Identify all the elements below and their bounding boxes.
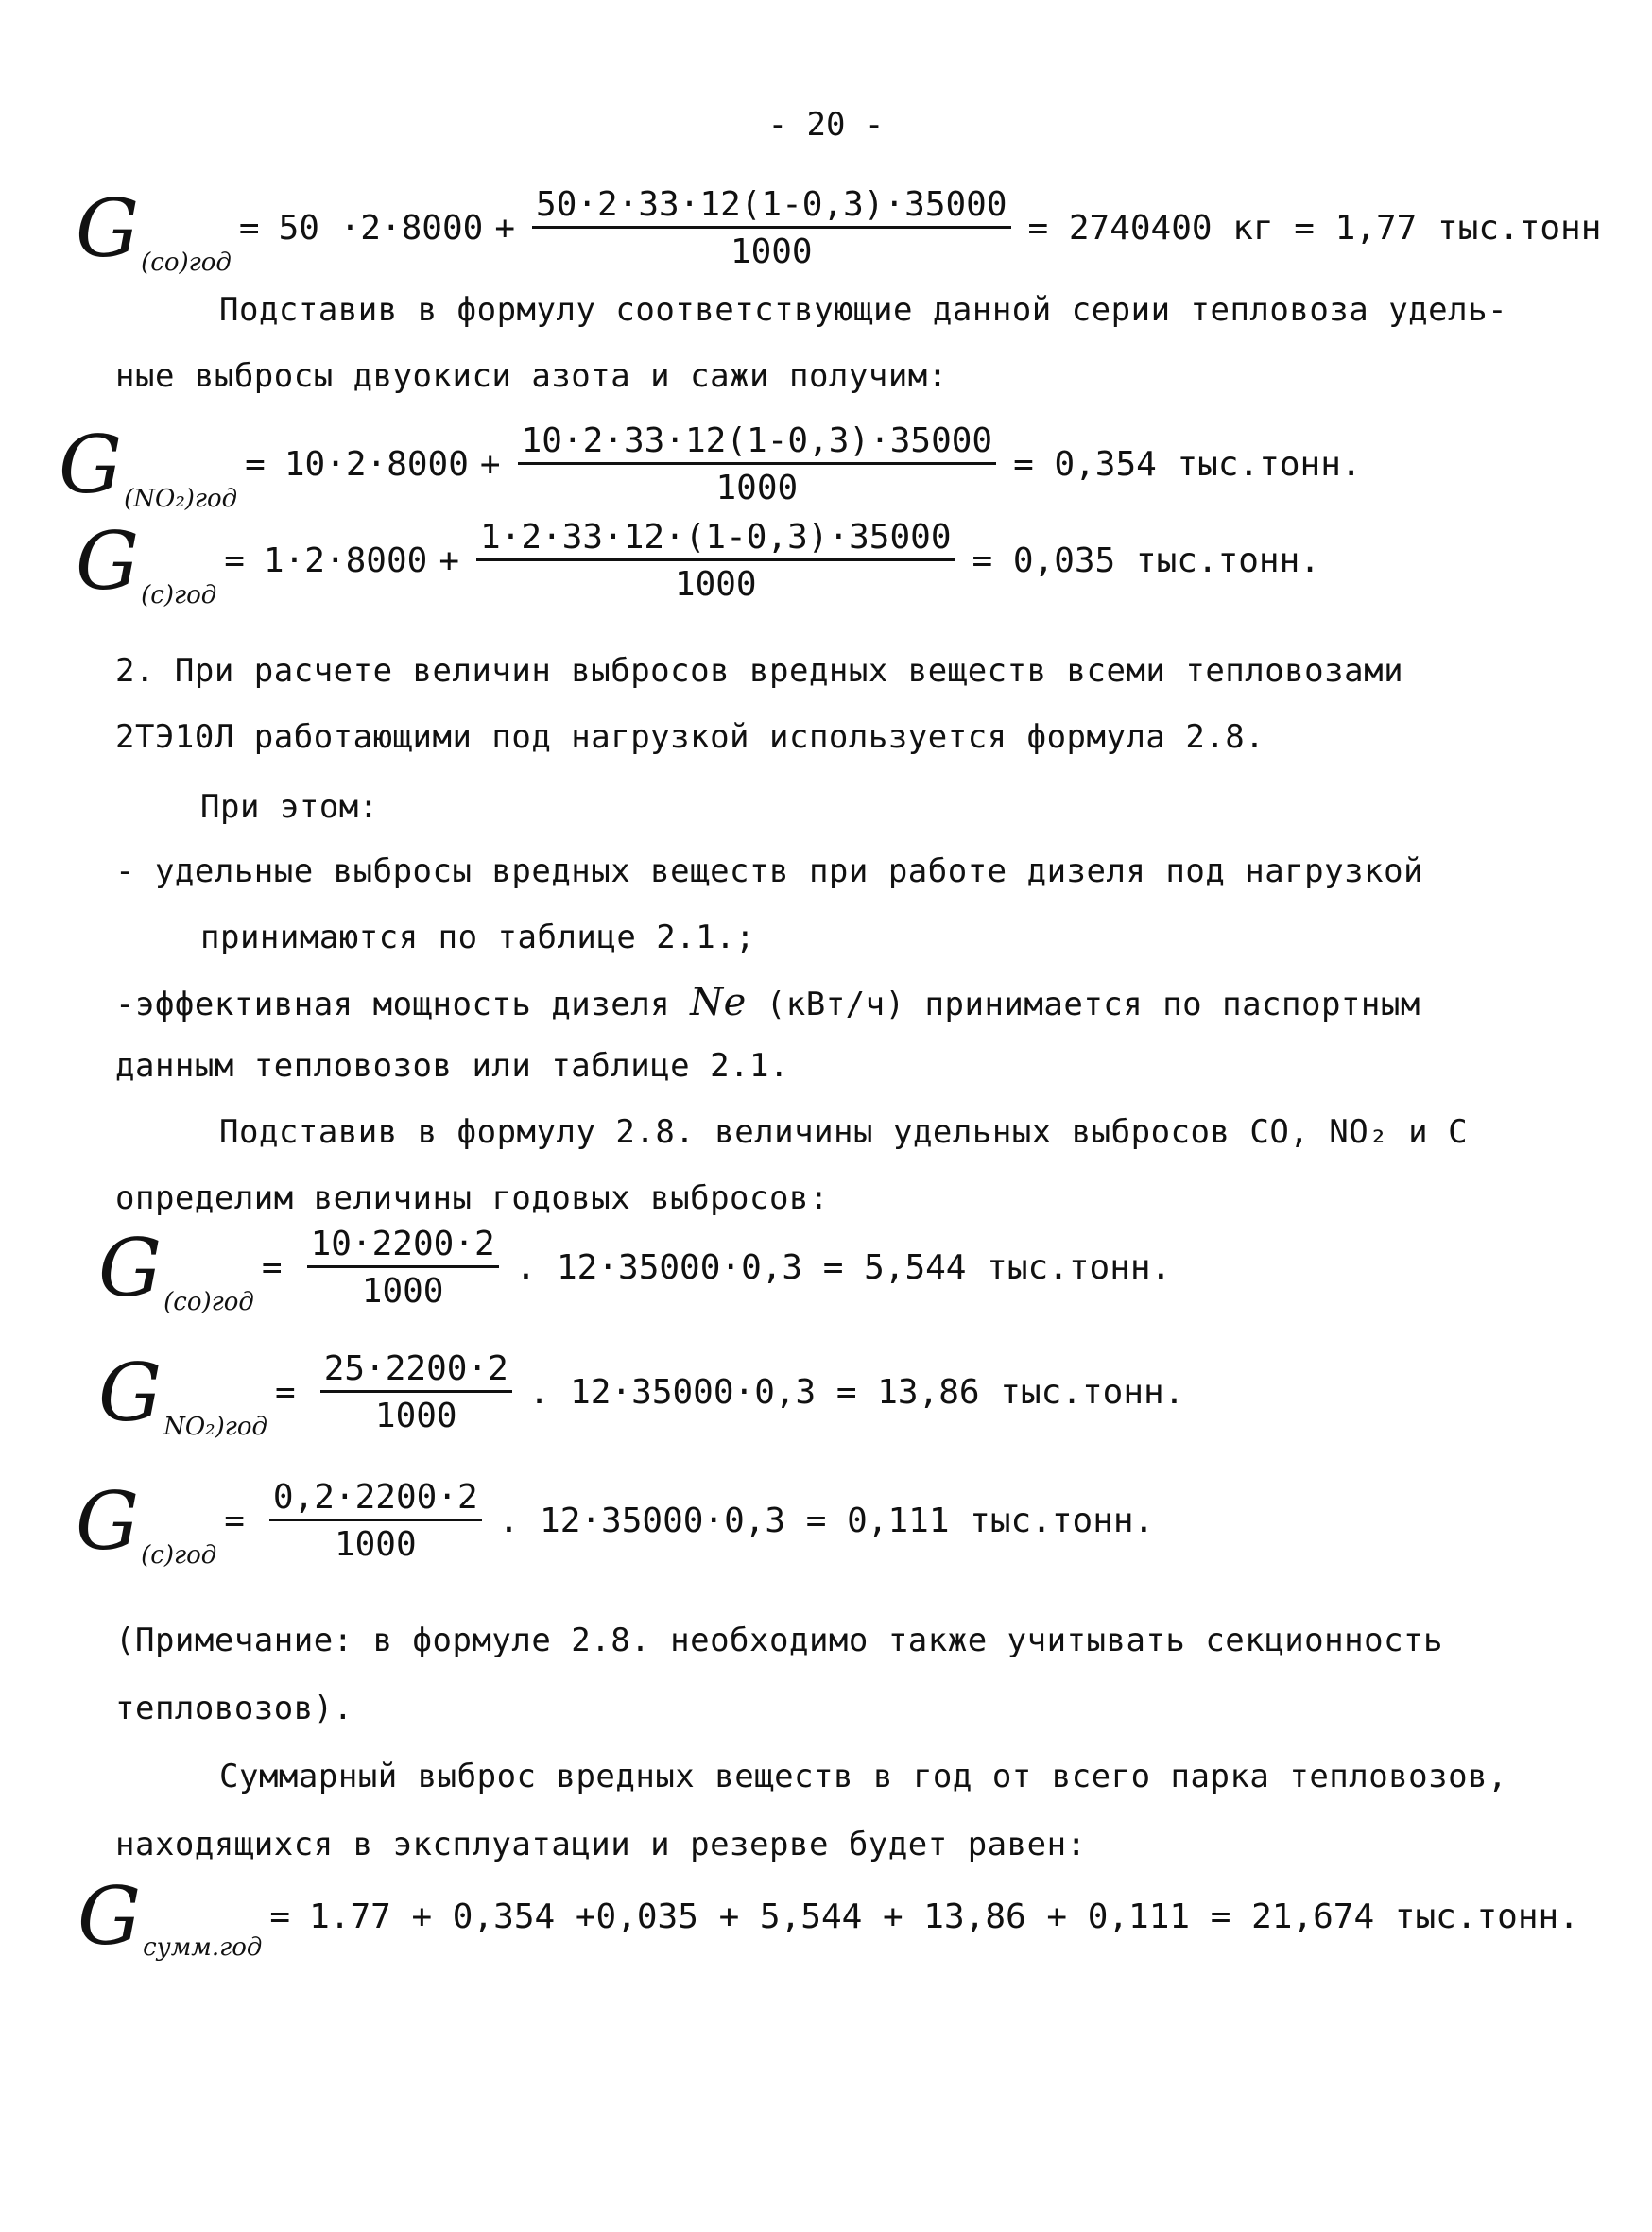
- item-2-line-2: 2ТЭ10Л работающими под нагрузкой используется формула 2.8.: [115, 718, 1265, 756]
- bullet-2-line-2: данным тепловозов или таблице 2.1.: [115, 1047, 789, 1085]
- equation-co-2: [98, 1221, 1177, 1316]
- fraction-numerator: 10·2200·2: [307, 1225, 499, 1268]
- equation-no2-1: [59, 418, 1368, 513]
- equals-sign: =: [275, 1373, 296, 1412]
- fraction-numerator: 10·2·33·12(1-0,3)·35000: [518, 421, 997, 465]
- equals-sign: =: [245, 445, 266, 484]
- fraction-numerator: 1·2·33·12·(1-0,3)·35000: [476, 518, 955, 561]
- paragraph-2-line-1: Подставив в формулу 2.8. величины удельных выбросов CO, NO₂ и C: [219, 1113, 1469, 1151]
- bullet-1-line-1: - удельные выбросы вредных веществ при работе дизеля под нагрузкой: [115, 852, 1424, 890]
- fraction: [518, 421, 997, 507]
- paragraph-1-line-2: ные выбросы двуокиси азота и сажи получим:: [115, 357, 948, 395]
- fraction-numerator: 25·2200·2: [320, 1349, 512, 1393]
- formula-subscript: сумм.год: [143, 1933, 263, 1962]
- bullet-2-text-start: -эффективная мощность дизеля: [115, 986, 671, 1023]
- equals-sign: =: [261, 1248, 283, 1287]
- formula-term: 1·2·8000: [263, 541, 428, 580]
- formula-symbol: G: [76, 1474, 140, 1568]
- equals-sign: =: [224, 541, 245, 580]
- formula-result: = 0,354 тыс.тонн.: [1013, 445, 1362, 484]
- equation-co-1: [76, 181, 1607, 277]
- equation-c-1: [76, 514, 1326, 610]
- ne-symbol: Nе: [690, 981, 747, 1024]
- equation-no2-2: [98, 1346, 1190, 1441]
- fraction-denominator: 1000: [334, 1525, 417, 1564]
- fraction: [320, 1349, 512, 1435]
- fraction: [532, 185, 1011, 271]
- formula-subscript: (co)год: [163, 1288, 254, 1316]
- equation-c-2: [76, 1474, 1160, 1570]
- formula-tail: . 12·35000·0,3 = 13,86 тыс.тонн.: [528, 1373, 1185, 1412]
- formula-symbol: G: [59, 418, 123, 511]
- fraction: [269, 1478, 482, 1564]
- item-2-line-1: 2. При расчете величин выбросов вредных веществ всеми тепловозами: [115, 652, 1404, 690]
- equals-sign: =: [269, 1897, 291, 1936]
- note-line-1: (Примечание: в формуле 2.8. необходимо также учитывать секционность: [115, 1622, 1443, 1659]
- paragraph-3-line-2: находящихся в эксплуатации и резерве будет равен:: [115, 1826, 1087, 1863]
- formula-symbol: G: [98, 1346, 163, 1439]
- note-line-2: тепловозов).: [115, 1690, 353, 1727]
- formula-term: 50 ·2·8000: [278, 209, 484, 248]
- formula-tail: . 12·35000·0,3 = 0,111 тыс.тонн.: [498, 1502, 1155, 1540]
- paragraph-2-line-2: определим величины годовых выбросов:: [115, 1179, 829, 1217]
- formula-subscript: (co)год: [141, 249, 232, 277]
- formula-result: = 2740400 кг = 1,77 тыс.тонн: [1027, 209, 1602, 248]
- paragraph-1-line-1: Подставив в формулу соответствующие данной серии тепловоза удель-: [219, 291, 1508, 329]
- formula-subscript: (c)год: [141, 1541, 217, 1570]
- formula-symbol: G: [98, 1221, 163, 1314]
- fraction-denominator: 1000: [715, 469, 799, 507]
- formula-symbol: G: [76, 514, 140, 608]
- bullet-1-line-2: принимаются по таблице 2.1.;: [200, 919, 756, 956]
- fraction: [307, 1225, 499, 1311]
- equals-sign: =: [238, 209, 260, 248]
- fraction-denominator: 1000: [674, 565, 757, 604]
- equals-sign: =: [224, 1502, 245, 1540]
- fraction-denominator: 1000: [374, 1397, 457, 1435]
- fraction-numerator: 0,2·2200·2: [269, 1478, 482, 1521]
- fraction-denominator: 1000: [730, 232, 813, 271]
- plus-sign: +: [494, 209, 516, 248]
- fraction-numerator: 50·2·33·12(1-0,3)·35000: [532, 185, 1011, 229]
- sum-expression: 1.77 + 0,354 +0,035 + 5,544 + 13,86 + 0,111 = 21,674 тыс.тонн.: [309, 1897, 1579, 1936]
- formula-result: = 0,035 тыс.тонн.: [972, 541, 1320, 580]
- equation-sum: [77, 1870, 1585, 1963]
- page-number: - 20 -: [767, 106, 885, 144]
- fraction: [476, 518, 955, 604]
- formula-symbol: G: [77, 1870, 142, 1963]
- pri-etom: При этом:: [200, 788, 379, 826]
- formula-subscript: (NO₂)год: [124, 485, 238, 513]
- formula-subscript: (c)год: [141, 581, 217, 610]
- fraction-denominator: 1000: [361, 1272, 444, 1311]
- formula-tail: . 12·35000·0,3 = 5,544 тыс.тонн.: [515, 1248, 1172, 1287]
- bullet-2-text-end: (кВт/ч) принимается по паспортным: [766, 986, 1420, 1023]
- formula-symbol: G: [76, 181, 140, 275]
- formula-term: 10·2·8000: [284, 445, 469, 484]
- formula-subscript: NO₂)год: [163, 1413, 268, 1441]
- plus-sign: +: [479, 445, 501, 484]
- plus-sign: +: [439, 541, 459, 580]
- bullet-2-line-1: [115, 981, 1420, 1024]
- paragraph-3-line-1: Суммарный выброс вредных веществ в год от всего парка тепловозов,: [219, 1758, 1508, 1795]
